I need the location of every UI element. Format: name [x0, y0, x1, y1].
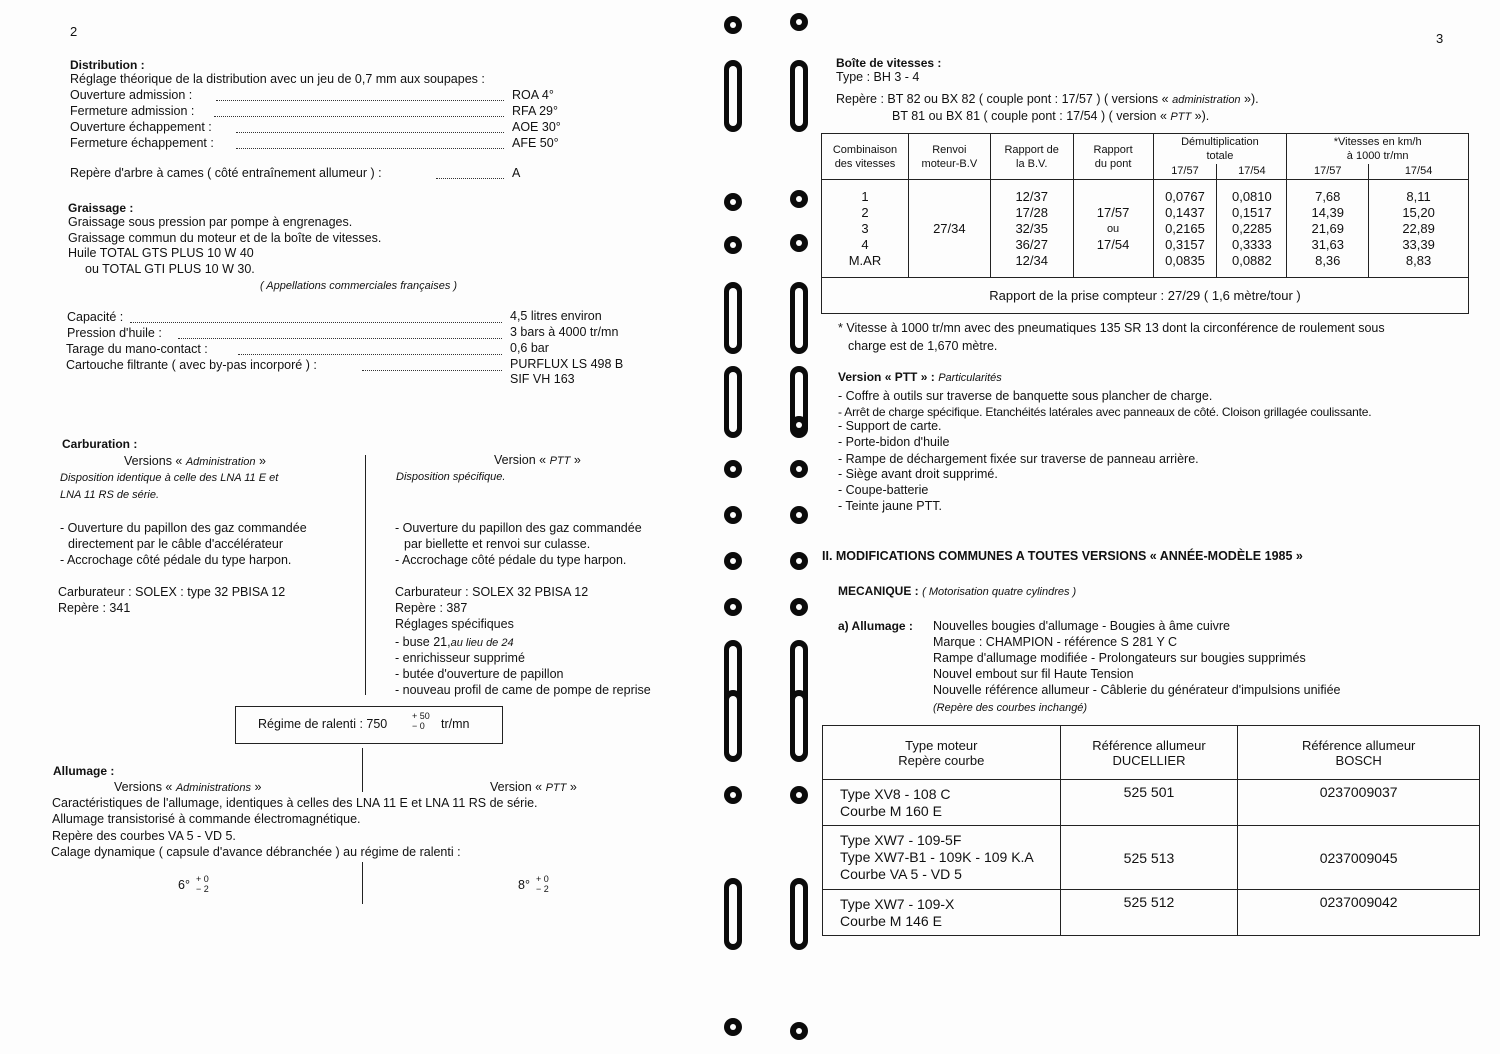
- spec-label: Tarage du mano-contact :: [66, 342, 208, 356]
- calage-ptt-tolerance: + 0 − 2: [536, 874, 549, 894]
- carb-admin-repere: Repère : 341: [58, 601, 131, 615]
- binder-hole: [790, 552, 808, 570]
- carb-ptt-bullet: - Ouverture du papillon des gaz commandée: [395, 521, 642, 535]
- binder-hole: [790, 786, 808, 804]
- leader-dots: [236, 132, 504, 133]
- ptt-item: - Rampe de déchargement fixée sur traverse de panneau arrière.: [838, 452, 1199, 466]
- carb-ptt-bullet: - Accrochage côté pédale du type harpon.: [395, 553, 627, 567]
- calage-admin-tolerance: + 0 − 2: [196, 874, 209, 894]
- allumage-admin-heading: Versions « Administrations »: [114, 780, 262, 794]
- graissage-line: Graissage commun du moteur et de la boîte de vitesses.: [68, 231, 382, 245]
- subheader: 17/57: [1287, 164, 1369, 180]
- binder-hole: [790, 1022, 808, 1040]
- carb-ptt-bullet: par biellette et renvoi sur culasse.: [404, 537, 591, 551]
- binder-hole: [724, 236, 742, 254]
- ralenti-box: [235, 706, 503, 744]
- binder-slot: [790, 282, 808, 354]
- carb-ptt-carburateur: Carburateur : SOLEX 32 PBISA 12: [395, 585, 589, 599]
- leader-dots: [362, 370, 502, 371]
- spec-label: Fermeture échappement :: [70, 136, 214, 150]
- spec-value: ROA 4°: [512, 88, 554, 102]
- cam-value: A: [512, 166, 521, 180]
- binder-slot: [724, 366, 742, 438]
- graissage-title: Graissage :: [68, 201, 134, 215]
- carburation-title: Carburation :: [62, 437, 138, 451]
- mecanique-line: Rampe d'allumage modifiée - Prolongateurs sur bougies supprimés: [933, 651, 1306, 665]
- cam-label: Repère d'arbre à cames ( côté entraînement allumeur ) :: [70, 166, 382, 180]
- demult-1757-list: 0,0767 0,1437 0,2165 0,3157 0,0835: [1153, 180, 1217, 278]
- binder-slot: [790, 878, 808, 950]
- section-ii-heading: II. MODIFICATIONS COMMUNES A TOUTES VERSIONS « ANNÉE-MODÈLE 1985 »: [822, 549, 1303, 563]
- binder-slot: [724, 690, 742, 762]
- leader-dots: [178, 338, 502, 339]
- carb-ptt-repere: Repère : 387: [395, 601, 468, 615]
- binder-hole: [724, 1018, 742, 1036]
- carb-admin-bullet: directement par le câble d'accélérateur: [68, 537, 284, 551]
- header-demultiplication: Démultiplication totale: [1153, 134, 1287, 164]
- binder-hole: [724, 786, 742, 804]
- mecanique-line: Marque : CHAMPION - référence S 281 Y C: [933, 635, 1178, 649]
- binder-hole: [790, 598, 808, 616]
- gearbox-table: [821, 133, 1469, 314]
- spec-label: Ouverture échappement :: [70, 120, 212, 134]
- ralenti-tolerance: + 50 − 0: [412, 711, 430, 731]
- leader-dots: [130, 322, 502, 323]
- bosch-cell: 0237009045: [1238, 826, 1480, 890]
- mecanique-line: Nouvelle référence allumeur - Câblerie du générateur d'impulsions unifiée: [933, 683, 1341, 697]
- mecanique-title: MECANIQUE : ( Motorisation quatre cylindres ): [838, 584, 1077, 598]
- ptt-item: - Teinte jaune PTT.: [838, 499, 942, 513]
- ptt-item: - Coffre à outils sur traverse de banquette sous plancher de charge.: [838, 389, 1213, 403]
- carb-admin-desc: LNA 11 RS de série.: [60, 489, 160, 501]
- binder-hole: [790, 190, 808, 208]
- calage-admin: 6°: [178, 878, 190, 892]
- allumage-line: Allumage transistorisé à commande électromagnétique.: [52, 812, 361, 826]
- ptt-item: - Porte-bidon d'huile: [838, 435, 950, 449]
- spec-label: Capacité :: [67, 310, 124, 324]
- binder-slot: [724, 878, 742, 950]
- ralenti-label: Régime de ralenti : 750: [258, 717, 388, 731]
- binder-slot: [724, 282, 742, 354]
- spec-value: 4,5 litres environ: [510, 309, 602, 323]
- header-combinaison: Combinaison des vitesses: [822, 134, 909, 180]
- vitesse-1757-list: 7,68 14,39 21,69 31,63 8,36: [1287, 180, 1369, 278]
- binder-hole: [790, 234, 808, 252]
- reglage-item: - enrichisseur supprimé: [395, 651, 525, 665]
- allumage-line: Caractéristiques de l'allumage, identiques à celles des LNA 11 E et LNA 11 RS de série.: [52, 796, 538, 810]
- header-vitesses: *Vitesses en km/h à 1000 tr/mn: [1287, 134, 1469, 164]
- carb-admin-bullet: - Ouverture du papillon des gaz commandée: [60, 521, 307, 535]
- leader-dots: [236, 148, 504, 149]
- allumage-ptt-heading: Version « PTT »: [490, 780, 577, 794]
- distribution-title: Distribution :: [70, 58, 145, 72]
- vitesse-note: charge est de 1,670 mètre.: [848, 339, 998, 353]
- column-divider: [365, 455, 366, 695]
- page-number-left: 2: [70, 24, 78, 39]
- boite-type: Type : BH 3 - 4: [836, 70, 920, 84]
- binder-hole: [790, 460, 808, 478]
- renvoi-value: 27/34: [908, 180, 990, 278]
- vitesse-1754-list: 8,11 15,20 22,89 33,39 8,83: [1369, 180, 1469, 278]
- header-rapport-pont: Rapport du pont: [1073, 134, 1153, 180]
- ducellier-cell: 525 501: [1060, 780, 1238, 826]
- subheader: 17/54: [1217, 164, 1287, 180]
- compteur-footer: Rapport de la prise compteur : 27/29 ( 1,6 mètre/tour ): [822, 278, 1469, 314]
- carb-admin-desc: Disposition identique à celle des LNA 11 E et: [60, 472, 279, 484]
- carb-admin-carburateur: Carburateur : SOLEX : type 32 PBISA 12: [58, 585, 286, 599]
- subheader: 17/54: [1369, 164, 1469, 180]
- carb-ptt-heading: Version « PTT »: [494, 453, 581, 467]
- type-moteur-cell: Type XV8 - 108 C Courbe M 160 E: [823, 780, 1061, 826]
- spec-label: Pression d'huile :: [67, 326, 162, 340]
- header-ducellier: Référence allumeur DUCELLIER: [1060, 726, 1238, 780]
- bosch-cell: 0237009042: [1238, 890, 1480, 936]
- binder-hole: [790, 13, 808, 31]
- graissage-line: Graissage sous pression par pompe à engrenages.: [68, 215, 353, 229]
- mecanique-line: Nouvel embout sur fil Haute Tension: [933, 667, 1134, 681]
- allumage-a-label: a) Allumage :: [838, 619, 913, 633]
- rapport-bv-list: 12/37 17/28 32/35 36/27 12/34: [990, 180, 1073, 278]
- mecanique-note: (Repère des courbes inchangé): [933, 702, 1088, 714]
- boite-repere: BT 81 ou BX 81 ( couple pont : 17/54 ) ( version « PTT »).: [892, 109, 1210, 123]
- allumeur-table: [822, 725, 1480, 936]
- column-divider: [362, 748, 363, 792]
- leader-dots: [238, 354, 502, 355]
- reglages-title: Réglages spécifiques: [395, 617, 514, 631]
- demult-1754-list: 0,0810 0,1517 0,2285 0,3333 0,0882: [1217, 180, 1287, 278]
- header-rapport-bv: Rapport de la B.V.: [990, 134, 1073, 180]
- binder-slot: [790, 690, 808, 762]
- boite-title: Boîte de vitesses :: [836, 56, 942, 70]
- binder-hole: [790, 506, 808, 524]
- leader-dots: [436, 178, 504, 179]
- type-moteur-cell: Type XW7 - 109-5F Type XW7-B1 - 109K - 109 K.A Courbe VA 5 - VD 5: [823, 826, 1061, 890]
- binder-hole: [724, 598, 742, 616]
- spec-value: AFE 50°: [512, 136, 559, 150]
- binder-hole: [724, 552, 742, 570]
- header-type-moteur: Type moteur Repère courbe: [823, 726, 1061, 780]
- ducellier-cell: 525 512: [1060, 890, 1238, 936]
- spec-value: SIF VH 163: [510, 372, 575, 386]
- boite-repere: Repère : BT 82 ou BX 82 ( couple pont : 17/57 ) ( versions « administration »).: [836, 92, 1259, 106]
- spec-value: 3 bars à 4000 tr/mn: [510, 325, 619, 339]
- spec-label: Ouverture admission :: [70, 88, 193, 102]
- ptt-item: - Arrêt de charge spécifique. Etanchéités latérales avec panneaux de côté. Cloison grillagée coulissante.: [838, 405, 1372, 419]
- binder-hole: [724, 193, 742, 211]
- reglage-item: - butée d'ouverture de papillon: [395, 667, 564, 681]
- binder-hole: [724, 16, 742, 34]
- binder-slot: [790, 60, 808, 132]
- ralenti-unit: tr/mn: [441, 717, 470, 731]
- header-renvoi: Renvoi moteur-B.V: [908, 134, 990, 180]
- table-row: [823, 890, 1480, 936]
- ptt-item: - Coupe-batterie: [838, 483, 929, 497]
- leader-dots: [214, 116, 504, 117]
- spec-value: RFA 29°: [512, 104, 558, 118]
- carb-admin-bullet: - Accrochage côté pédale du type harpon.: [60, 553, 292, 567]
- page-number-right: 3: [1436, 31, 1444, 46]
- leader-dots: [216, 100, 504, 101]
- spec-value: 0,6 bar: [510, 341, 549, 355]
- ptt-particularites-title: Version « PTT » : Particularités: [838, 370, 1002, 384]
- allumage-line: Repère des courbes VA 5 - VD 5.: [52, 829, 236, 843]
- reglage-item: - buse 21,au lieu de 24: [395, 635, 514, 649]
- bosch-cell: 0237009037: [1238, 780, 1480, 826]
- binder-hole: [724, 460, 742, 478]
- column-divider: [362, 862, 363, 904]
- subheader: 17/57: [1153, 164, 1217, 180]
- calage-ptt: 8°: [518, 878, 530, 892]
- graissage-line: Huile TOTAL GTS PLUS 10 W 40: [68, 246, 254, 260]
- gear-list: 1 2 3 4 M.AR: [822, 180, 909, 278]
- reglage-item: - nouveau profil de came de pompe de reprise: [395, 683, 651, 697]
- allumage-line: Calage dynamique ( capsule d'avance débranchée ) au régime de ralenti :: [51, 845, 461, 859]
- graissage-note: ( Appellations commerciales françaises ): [260, 280, 458, 292]
- type-moteur-cell: Type XW7 - 109-X Courbe M 146 E: [823, 890, 1061, 936]
- graissage-line: ou TOTAL GTI PLUS 10 W 30.: [85, 262, 255, 276]
- ptt-item: - Support de carte.: [838, 419, 942, 433]
- spec-value: AOE 30°: [512, 120, 561, 134]
- binder-hole: [724, 506, 742, 524]
- binder-hole: [790, 416, 808, 434]
- binder-slot: [724, 60, 742, 132]
- ptt-item: - Siège avant droit supprimé.: [838, 467, 998, 481]
- ducellier-cell: 525 513: [1060, 826, 1238, 890]
- spec-label: Cartouche filtrante ( avec by-pas incorporé ) :: [66, 358, 317, 372]
- vitesse-note: * Vitesse à 1000 tr/mn avec des pneumatiques 135 SR 13 dont la circonférence de roulement sous: [838, 321, 1385, 335]
- spec-label: Fermeture admission :: [70, 104, 195, 118]
- rapport-pont-list: 17/57 ou 17/54: [1073, 180, 1153, 278]
- spec-value: PURFLUX LS 498 B: [510, 357, 624, 371]
- mecanique-line: Nouvelles bougies d'allumage - Bougies à âme cuivre: [933, 619, 1230, 633]
- allumage-title: Allumage :: [53, 764, 115, 778]
- carb-ptt-desc: Disposition spécifique.: [396, 471, 506, 483]
- table-row: [823, 780, 1480, 826]
- carb-admin-heading: Versions « Administration »: [124, 454, 266, 468]
- header-bosch: Référence allumeur BOSCH: [1238, 726, 1480, 780]
- table-row: [823, 826, 1480, 890]
- distribution-intro: Réglage théorique de la distribution avec un jeu de 0,7 mm aux soupapes :: [70, 72, 485, 86]
